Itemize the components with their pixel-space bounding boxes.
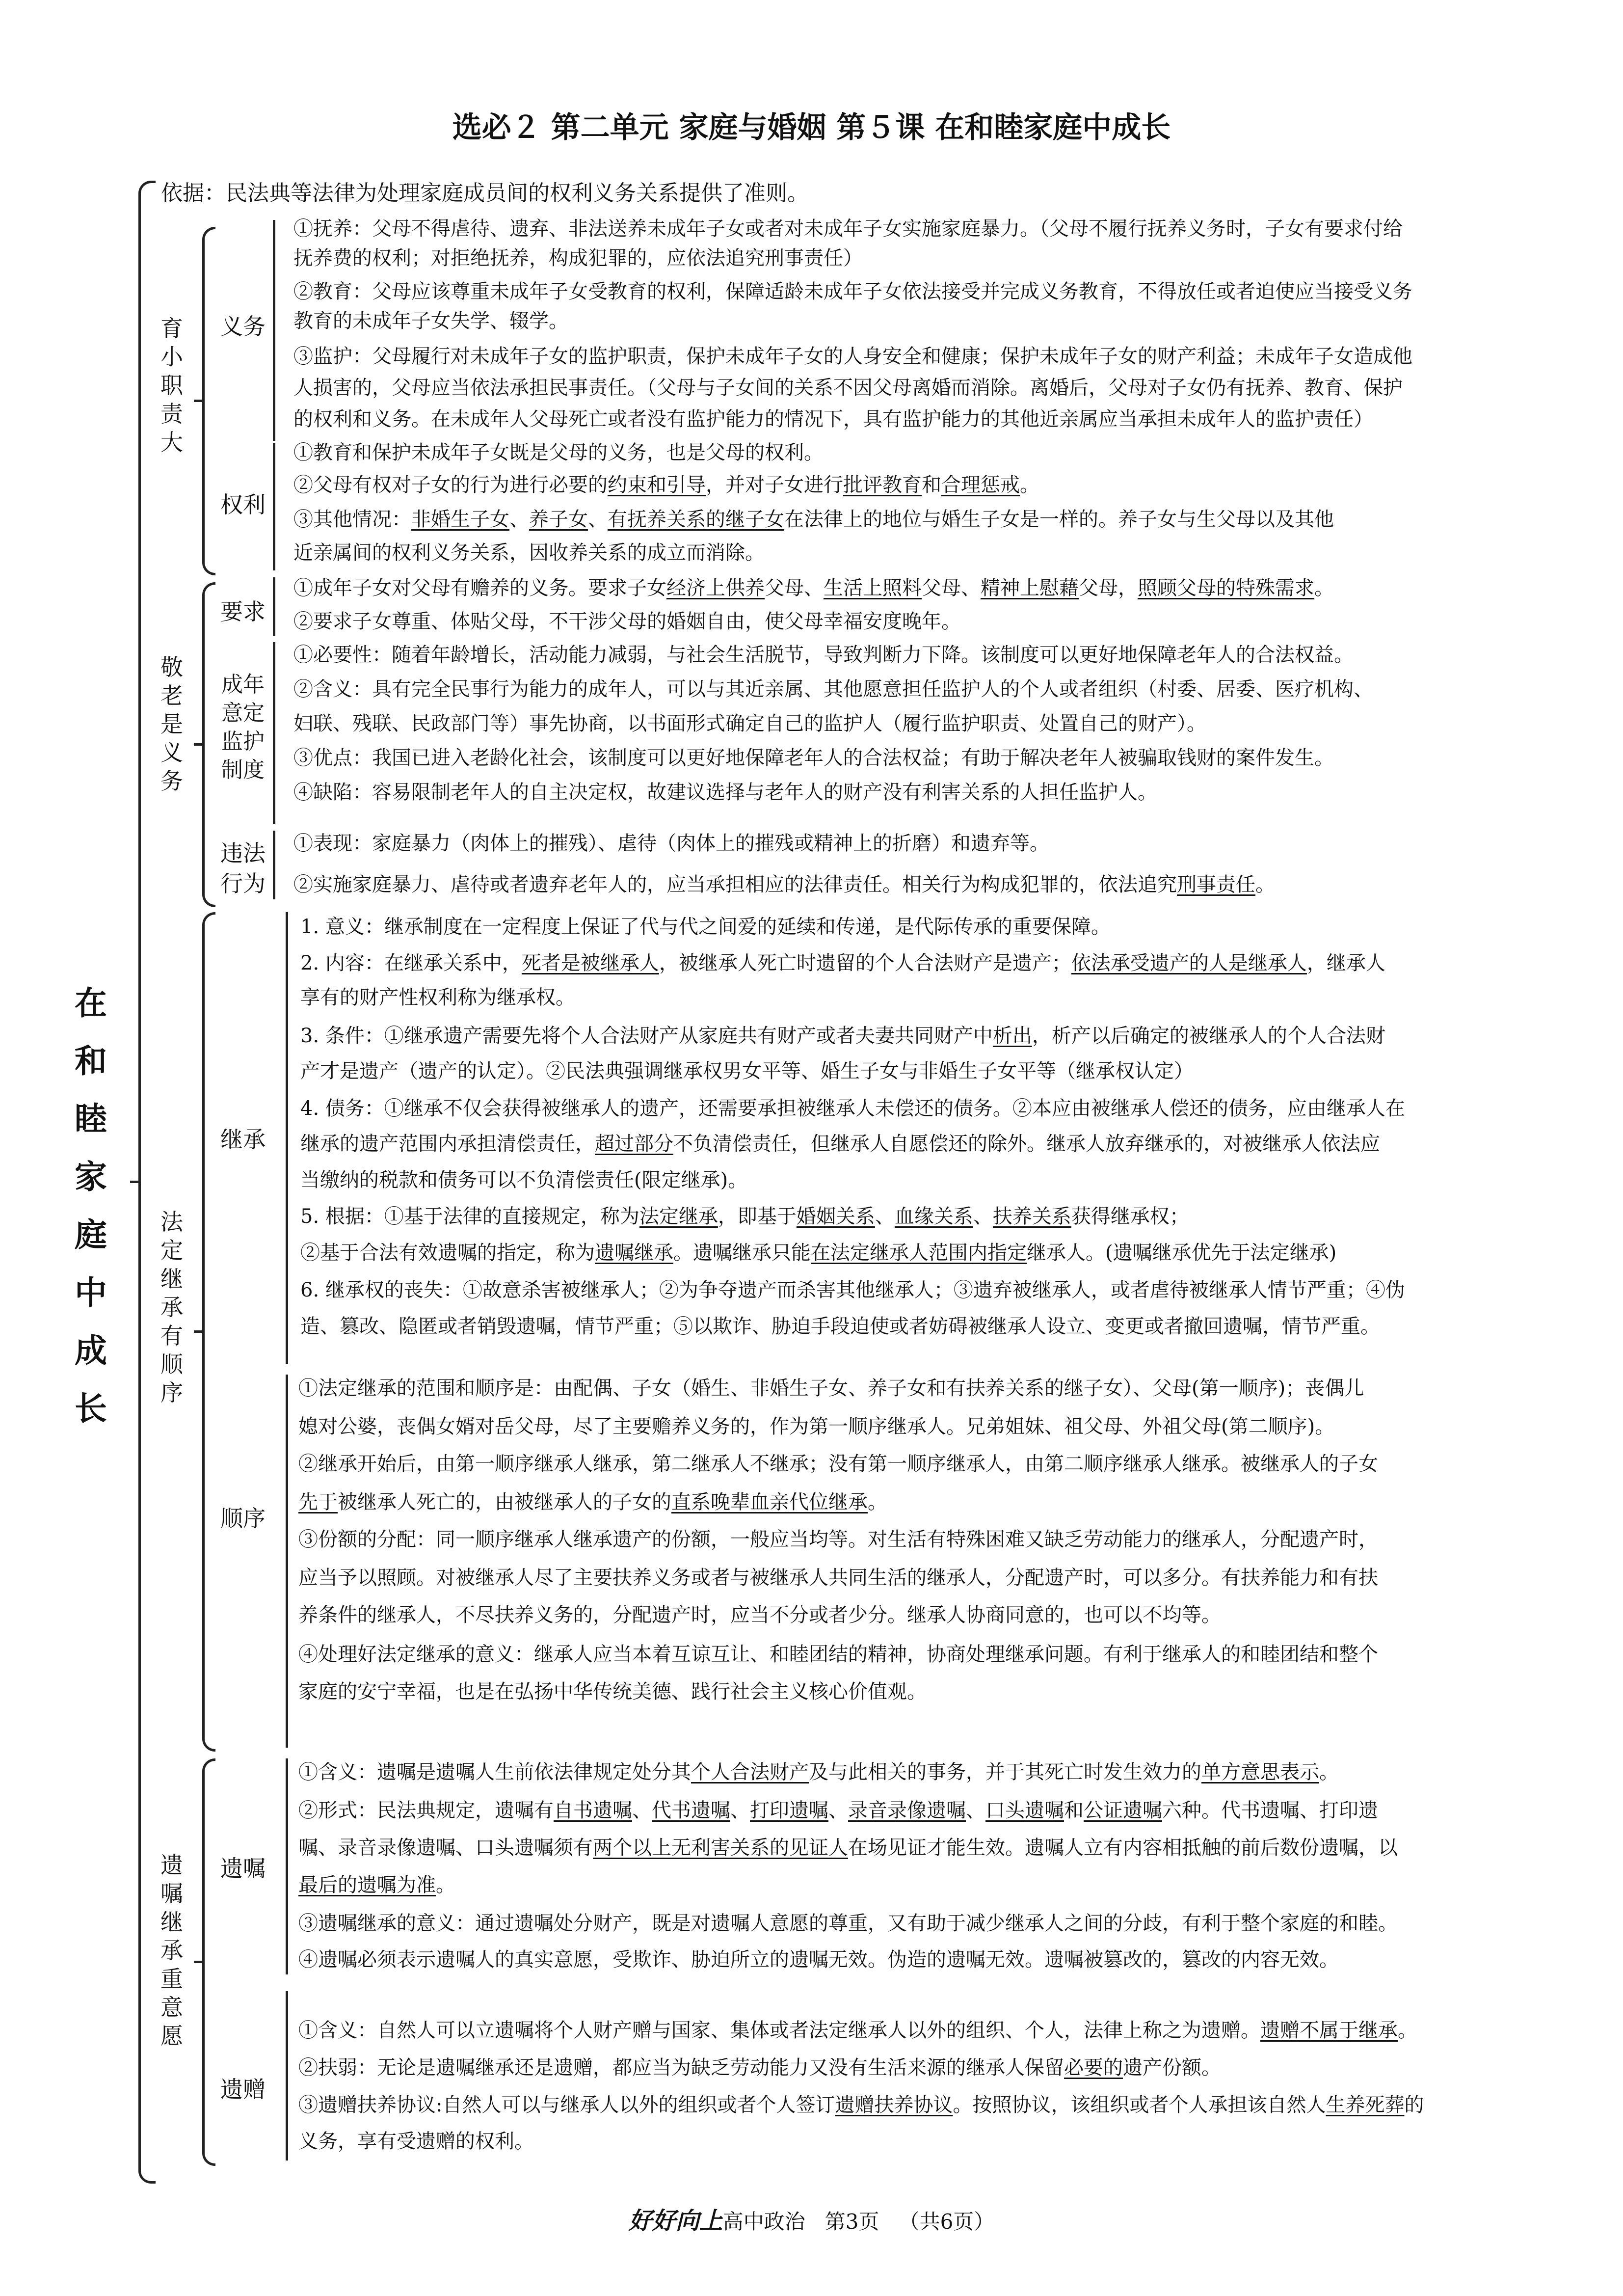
underlined-term: 单方意思表示: [1201, 1761, 1319, 1783]
text: 父母、: [765, 577, 824, 599]
text: ，继承人: [1306, 952, 1385, 974]
text: ①含义：自然人可以立遗嘱将个人财产赠与国家、集体或者法定继承人以外的组织、个人，法律上称之为遗赠。: [298, 2019, 1260, 2042]
underlined-term: 养子女: [529, 508, 588, 531]
text: 被继承人死亡的，由被继承人的子女的: [338, 1491, 671, 1513]
yizhu-line-5: ③遗嘱继承的意义：通过遗嘱处分财产，既是对遗嘱人意愿的尊重，又有助于减少继承人之间的分歧，有利于整个家庭的和睦。: [298, 1912, 1398, 1935]
footer-page-number: 第3页: [825, 2210, 879, 2234]
quanli-line-2: [293, 472, 1039, 498]
brand-logo: 好好向上: [628, 2207, 723, 2235]
underlined-term: 遗赠扶养协议: [835, 2094, 953, 2116]
text: 。: [1255, 873, 1275, 896]
jianhu-line-3: 妇联、残联、民政部门等）事先协商，以书面形式确定自己的监护人（履行监护职责、处置自己的财产）。: [293, 712, 1206, 735]
text: ②实施家庭暴力、虐待或者遗弃老年人的，应当承担相应的法律责任。相关行为构成犯罪的，依法追究: [293, 873, 1177, 896]
yiwu-line-1: ①抚养：父母不得虐待、遗弃、非法送养未成年子女或者对未成年子女实施家庭暴力。（父母不履行抚养义务时，子女有要求付给: [293, 217, 1403, 240]
text: 继承的遗产范围内承担清偿责任，: [300, 1133, 595, 1155]
underlined-term: 个人合法财产: [691, 1761, 809, 1783]
shunxu-line-2: 媳对公婆，丧偶女婿对岳父母，尽了主要赡养义务的，作为第一顺序继承人。兄弟姐妹、祖父母、外祖父母(第二顺序)。: [298, 1415, 1335, 1438]
text: ②扶弱：无论是遗嘱继承还是遗赠，都应当为缺乏劳动能力又没有生活来源的继承人保留: [298, 2056, 1064, 2079]
section-brace-1: [202, 227, 215, 575]
text: 父母、: [922, 577, 981, 599]
jicheng-line-11: 6. 继承权的丧失：①故意杀害被继承人；②为争夺遗产而杀害其他继承人；③遗弃被继承人，或者虐待被继承人情节严重；④伪: [300, 1279, 1405, 1301]
underlined-term: 批评教育: [843, 474, 922, 496]
underlined-term: 照顾父母的特殊需求: [1138, 577, 1314, 599]
text: ，被继承人死亡时遗留的个人合法财产是遗产；: [659, 952, 1071, 974]
shunxu-line-9: 家庭的安宁幸福，也是在弘扬中华传统美德、践行社会主义核心价值观。: [298, 1680, 927, 1703]
text: 不负清偿责任，但继承人自愿偿还的除外。继承人放弃继承的，对被继承人依法应: [673, 1133, 1380, 1155]
section-brace-4: [202, 1758, 215, 2166]
shunxu-line-6: 应当予以照顾。对被继承人尽了主要扶养义务或者与被继承人共同生活的继承人，分配遗产时，可以多分。有扶养能力和有扶: [298, 1567, 1378, 1589]
jicheng-line-7: [300, 1131, 1380, 1157]
text: 继承人。(遗嘱继承优先于法定继承): [1027, 1242, 1337, 1264]
sub-label-jicheng: 继承: [220, 1126, 266, 1153]
jicheng-line-10: [300, 1240, 1336, 1266]
jicheng-line-2: [300, 950, 1385, 976]
underlined-term: 血缘关系: [894, 1205, 973, 1228]
underlined-term: 婚姻关系: [796, 1205, 875, 1228]
sub-label-quanli: 权利: [220, 491, 266, 518]
bar-yizeng: [286, 1991, 288, 2161]
text: 和: [1064, 1799, 1084, 1822]
text: 5. 根据：①基于法律的直接规定，称为: [300, 1205, 639, 1228]
yiwu-line-6: 人损害的，父母应当依法承担民事责任。（父母与子女间的关系不因父母离婚而消除。离婚后，父母对子女仍有抚养、教育、保护: [293, 377, 1403, 399]
weifa-line-1: ①表现：家庭暴力（肉体上的摧残）、虐待（肉体上的摧残或精神上的折磨）和遗弃等。: [293, 832, 1049, 855]
yiwu-line-3: ②教育：父母应该尊重未成年子女受教育的权利，保障适龄未成年子女依法接受并完成义务教育，不得放任或者迫使应当接受义务: [293, 280, 1412, 303]
sub-label-jianhu: 成年意定监护制度: [221, 672, 265, 783]
sub-label-weifa-2: 行为: [220, 870, 266, 897]
jicheng-line-1: 1. 意义：继承制度在一定程度上保证了代与代之间爱的延续和传递，是代际传承的重要保障。: [300, 916, 1111, 938]
text: 、: [588, 508, 608, 531]
jicheng-line-9: [300, 1204, 1189, 1229]
text: ②父母有权对子女的行为进行必要的: [293, 474, 608, 496]
section-brace-2: [202, 582, 215, 907]
underlined-term: 遗赠不属于继承: [1260, 2019, 1398, 2042]
jianhu-line-4: ③优点：我国已进入老龄化社会，该制度可以更好地保障老年人的合法权益；有助于解决老年人被骗取钱财的案件发生。: [293, 747, 1334, 769]
underlined-term: 死者是被继承人: [521, 952, 659, 974]
shunxu-line-4: [298, 1489, 887, 1515]
underlined-term: 最后的遗嘱为准: [298, 1874, 436, 1896]
underlined-term: 精神上慰藉: [981, 577, 1079, 599]
underlined-term: 合理惩戒: [941, 474, 1020, 496]
bar-weifa: [273, 831, 275, 899]
bar-quanli: [273, 443, 275, 570]
section-label-1: 育小职责大: [160, 315, 183, 456]
page-footer: [0, 2202, 1623, 2236]
underlined-term: 打印遗嘱: [750, 1799, 828, 1822]
jicheng-line-4: [300, 1023, 1385, 1049]
jianhu-line-5: ④缺陷：容易限制老年人的自主决定权，故建议选择与老年人的财产没有利害关系的人担任监护人。: [293, 781, 1157, 804]
yizhu-line-1: [298, 1759, 1339, 1785]
jicheng-line-8: 当缴纳的税款和债务可以不负清偿责任(限定继承)。: [300, 1169, 748, 1191]
text: ①成年子女对父母有赡养的义务。要求子女: [293, 577, 666, 599]
text: 遗产份额。: [1123, 2056, 1221, 2079]
jicheng-line-5: 产才是遗产（遗产的认定）。②民法典强调继承权男女平等、婚生子女与非婚生子女平等（继承权认定）: [300, 1060, 1194, 1082]
underlined-term: 必要的: [1064, 2056, 1123, 2079]
quanli-line-1: ①教育和保护未成年子女既是父母的义务，也是父母的权利。: [293, 441, 824, 464]
jicheng-line-12: 造、篡改、隐匿或者销毁遗嘱，情节严重；⑤以欺诈、胁迫手段迫使或者妨碍被继承人设立、变更或者撤回遗嘱，情节严重。: [300, 1315, 1380, 1338]
underlined-term: 超过部分: [595, 1133, 673, 1155]
underlined-term: 自书遗嘱: [554, 1799, 632, 1822]
main-topic: [75, 974, 107, 1438]
jicheng-line-3: 享有的财产性权利称为继承权。: [300, 986, 575, 1009]
bar-shunxu: [286, 1375, 288, 1748]
section-label-3: 法定继承有顺序: [160, 1209, 183, 1406]
yaoqiu-line-1: [293, 575, 1334, 601]
weifa-line-2: [293, 872, 1275, 897]
bar-yizhu: [286, 1758, 288, 1974]
bar-jianhu: [273, 642, 275, 824]
text: 、: [509, 508, 529, 531]
text: ①含义：遗嘱是遗嘱人生前依法律规定处分其: [298, 1761, 691, 1783]
underlined-term: 经济上供养: [666, 577, 765, 599]
text: ②基于合法有效遗嘱的指定，称为: [300, 1242, 595, 1264]
yaoqiu-line-2: ②要求子女尊重、体贴父母，不干涉父母的婚姻自由，使父母幸福安度晚年。: [293, 610, 961, 633]
text: 2. 内容：在继承关系中，: [300, 952, 522, 974]
text: 。: [1314, 577, 1334, 599]
underlined-term: 法定继承: [639, 1205, 718, 1228]
jianhu-line-1: ①必要性：随着年龄增长，活动能力减弱，与社会生活脱节，导致判断力下降。该制度可以更好地保障老年人的合法权益。: [293, 644, 1354, 666]
jianhu-line-2: ②含义：具有完全民事行为能力的成年人，可以与其近亲属、其他愿意担任监护人的个人或者组织（村委、居委、医疗机构、: [293, 678, 1373, 701]
text: 。: [1020, 474, 1039, 496]
basis-line: 依据：民法典等法律为处理家庭成员间的权利义务关系提供了准则。: [161, 181, 809, 206]
text: 父母，: [1079, 577, 1138, 599]
sub-label-yizeng: 遗赠: [220, 2076, 266, 2103]
underlined-term: 公证遗嘱: [1084, 1799, 1162, 1822]
underlined-term: 两个以上无利害关系的见证人: [593, 1837, 848, 1859]
underlined-term: 约束和引导: [608, 474, 706, 496]
yiwu-line-5: ③监护：父母履行对未成年子女的监护职责，保护未成年子女的人身安全和健康；保护未成年子女的财产利益；未成年子女造成他: [293, 345, 1412, 368]
bar-jicheng: [286, 912, 288, 1364]
underlined-term: 析出: [992, 1025, 1032, 1047]
text: 、: [730, 1799, 750, 1822]
underlined-term: 生活上照料: [824, 577, 922, 599]
text: ③遗赠扶养协议:自然人可以与继承人以外的组织或者个人签订: [298, 2094, 835, 2116]
shunxu-line-8: ④处理好法定继承的意义：继承人应当本着互谅互让、和睦团结的精神，协商处理继承问题。有利于继承人的和睦团结和整个: [298, 1643, 1378, 1666]
section-brace-3: [202, 912, 215, 1752]
underlined-term: 有抚养关系的继子女: [608, 508, 784, 531]
text: 及与此相关的事务，并于其死亡时发生效力的: [809, 1761, 1201, 1783]
sub-label-shunxu: 顺序: [220, 1505, 266, 1532]
yizhu-line-6: ④遗嘱必须表示遗嘱人的真实意愿，受欺诈、胁迫所立的遗嘱无效。伪造的遗嘱无效。遗嘱被篡改的，篡改的内容无效。: [298, 1948, 1339, 1971]
text: ②形式：民法典规定，遗嘱有: [298, 1799, 554, 1822]
underlined-term: 先于: [298, 1491, 338, 1513]
quanli-line-4: 近亲属间的权利义务关系，因收养关系的成立而消除。: [293, 541, 765, 564]
text: 和: [922, 474, 941, 496]
shunxu-line-1: ①法定继承的范围和顺序是：由配偶、子女（婚生、非婚生子女、养子女和有扶养关系的继子女）、父母(第一顺序)；丧偶儿: [298, 1377, 1364, 1400]
text: 获得继承权；: [1071, 1205, 1189, 1228]
text: 嘱、录音录像遗嘱、口头遗嘱须有: [298, 1837, 593, 1859]
underlined-term: 代书遗嘱: [652, 1799, 730, 1822]
underlined-term: 遗嘱继承: [595, 1242, 673, 1264]
text: ，即基于: [718, 1205, 797, 1228]
text: 。: [436, 1874, 455, 1896]
text: 在场见证才能生效。遗嘱人立有内容相抵触的前后数份遗嘱，以: [848, 1837, 1398, 1859]
yizeng-line-4: 义务，享有受遗赠的权利。: [298, 2130, 534, 2153]
text: 。遗嘱继承只能: [673, 1242, 811, 1264]
text: 、: [828, 1799, 848, 1822]
text: 、: [973, 1205, 993, 1228]
underlined-term: 生养死葬: [1326, 2094, 1405, 2116]
text: 、: [632, 1799, 652, 1822]
text: 。: [1319, 1761, 1339, 1783]
text: 、: [875, 1205, 895, 1228]
yizeng-line-2: [298, 2055, 1221, 2080]
yizhu-line-2: [298, 1798, 1378, 1823]
section-label-2: 敬老是义务: [160, 654, 183, 794]
yizhu-line-4: [298, 1872, 455, 1898]
yizeng-line-3: [298, 2092, 1424, 2118]
text: 、: [966, 1799, 985, 1822]
underlined-term: 在法定继承人范围内指定: [811, 1242, 1027, 1264]
text: 的: [1404, 2094, 1424, 2116]
yizhu-line-3: [298, 1835, 1398, 1861]
underlined-term: 刑事责任: [1177, 873, 1255, 896]
sub-label-yiwu: 义务: [220, 313, 266, 340]
underlined-term: 扶养关系: [992, 1205, 1071, 1228]
underlined-term: 直系晚辈血亲代位继承: [671, 1491, 868, 1513]
shunxu-line-7: 养条件的继承人，不尽扶养义务的，分配遗产时，应当不分或者少分。继承人协商同意的，也可以不均等。: [298, 1604, 1221, 1626]
bar-yaoqiu: [273, 577, 275, 636]
quanli-line-3: [293, 507, 1334, 532]
text: ③其他情况：: [293, 508, 411, 531]
underlined-term: 口头遗嘱: [985, 1799, 1064, 1822]
jicheng-line-6: 4. 债务：①继承不仅会获得被继承人的遗产，还需要承担被继承人未偿还的债务。②本应由被继承人偿还的债务，应由继承人在: [300, 1097, 1405, 1120]
yizeng-line-1: [298, 2018, 1417, 2043]
text: ，析产以后确定的被继承人的个人合法财: [1032, 1025, 1385, 1047]
sub-label-weifa-1: 违法: [220, 840, 266, 866]
sub-label-yaoqiu: 要求: [220, 598, 266, 625]
text: 。: [868, 1491, 887, 1513]
text: 六种。代书遗嘱、打印遗: [1162, 1799, 1378, 1822]
underlined-term: 依法承受遗产的人是继承人: [1071, 952, 1307, 974]
main-topic-chars: 在和睦家庭中成长: [75, 984, 107, 1428]
text: 在法律上的地位与婚生子女是一样的。养子女与生父母以及其他: [784, 508, 1334, 531]
underlined-term: 非婚生子女: [411, 508, 509, 531]
underlined-term: 录音录像遗嘱: [848, 1799, 966, 1822]
yiwu-line-7: 的权利和义务。在未成年人父母死亡或者没有监护能力的情况下，具有监护能力的其他近亲属应当承担未成年人的监护责任）: [293, 408, 1373, 431]
yiwu-line-2: 抚养费的权利；对拒绝抚养，构成犯罪的，应依法追究刑事责任）: [293, 247, 863, 270]
text: 。: [1398, 2019, 1417, 2042]
text: 。按照协议，该组织或者个人承担该自然人: [953, 2094, 1326, 2116]
text: ，并对子女进行: [706, 474, 843, 496]
page-title: 选必２ 第二单元 家庭与婚姻 第５课 在和睦家庭中成长: [452, 110, 1171, 145]
footer-total-pages: （共6页）: [899, 2210, 995, 2234]
text: 3. 条件：①继承遗产需要先将个人合法财产从家庭共有财产或者夫妻共同财产中: [300, 1025, 993, 1047]
footer-course: 高中政治: [722, 2210, 805, 2234]
section-label-4: 遗嘱继承重意愿: [160, 1852, 183, 2049]
outer-brace: [138, 181, 156, 2184]
shunxu-line-3: ②继承开始后，由第一顺序继承人继承，第二继承人不继承；没有第一顺序继承人，由第二顺序继承人继承。被继承人的子女: [298, 1453, 1378, 1475]
shunxu-line-5: ③份额的分配：同一顺序继承人继承遗产的份额，一般应当均等。对生活有特殊困难又缺乏劳动能力的继承人，分配遗产时，: [298, 1528, 1378, 1551]
sub-label-yizhu: 遗嘱: [220, 1855, 266, 1882]
yiwu-line-4: 教育的未成年子女失学、辍学。: [293, 310, 568, 332]
bar-yiwu: [273, 220, 275, 441]
